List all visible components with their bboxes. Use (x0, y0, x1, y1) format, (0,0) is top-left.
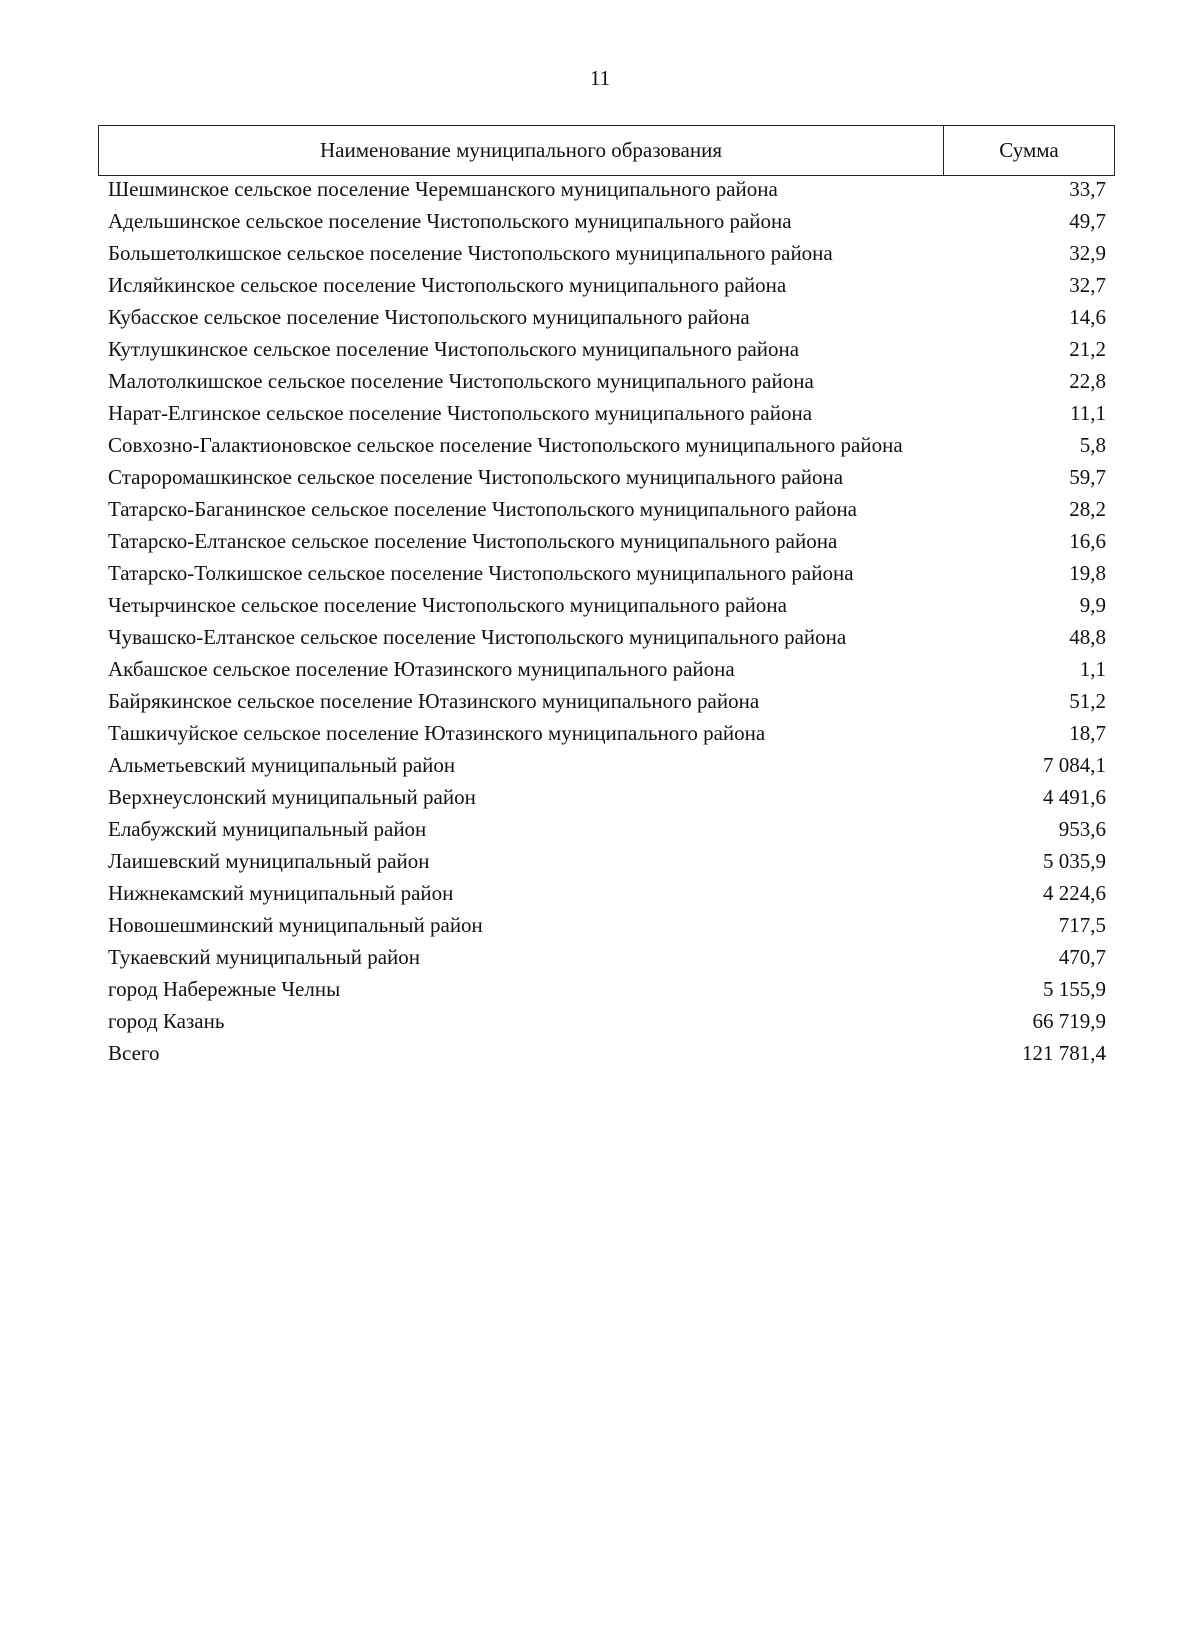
row-sum: 59,7 (1069, 465, 1106, 489)
row-sum: 18,7 (1069, 721, 1106, 745)
table-row (108, 944, 1106, 970)
row-sum: 1,1 (1079, 657, 1106, 681)
table-row (108, 816, 1106, 842)
column-header-name: Наименование муниципального образования (99, 126, 944, 175)
row-sum: 14,6 (1069, 305, 1106, 329)
row-sum: 21,2 (1069, 337, 1106, 361)
table-row (108, 912, 1106, 938)
table-row (108, 336, 1106, 362)
row-name: город Набережные Челны (108, 977, 341, 1001)
table-row (108, 656, 1106, 682)
row-sum: 717,5 (1058, 913, 1106, 937)
table-row (108, 1040, 1106, 1066)
row-name: Нижнекамский муниципальный район (108, 881, 454, 905)
row-name: Татарско-Елтанское сельское поселение Чистопольского муниципального района (108, 529, 838, 553)
row-name: Нарат-Елгинское сельское поселение Чистопольского муниципального района (108, 401, 813, 425)
row-sum: 9,9 (1079, 593, 1106, 617)
row-name: Тукаевский муниципальный район (108, 945, 421, 969)
row-name: Адельшинское сельское поселение Чистопольского муниципального района (108, 209, 792, 233)
table-row (108, 240, 1106, 266)
column-header-sum: Сумма (999, 138, 1059, 162)
table-row (108, 720, 1106, 746)
row-name: Верхнеуслонский муниципальный район (108, 785, 476, 809)
table-row (108, 752, 1106, 778)
row-name: Байрякинское сельское поселение Ютазинского муниципального района (108, 689, 760, 713)
row-name: Малотолкишское сельское поселение Чистопольского муниципального района (108, 369, 814, 393)
row-name: Шешминское сельское поселение Черемшанского муниципального района (108, 177, 778, 201)
row-sum: 16,6 (1069, 529, 1106, 553)
row-sum: 51,2 (1069, 689, 1106, 713)
row-sum: 48,8 (1069, 625, 1106, 649)
row-sum: 22,8 (1069, 369, 1106, 393)
table-header (98, 125, 1115, 176)
table-row (108, 496, 1106, 522)
row-name: Староромашкинское сельское поселение Чистопольского муниципального района (108, 465, 844, 489)
row-name: Чувашско-Елтанское сельское поселение Чистопольского муниципального района (108, 625, 847, 649)
row-sum: 32,7 (1069, 273, 1106, 297)
row-name: Елабужский муниципальный район (108, 817, 427, 841)
row-name: Акбашское сельское поселение Ютазинского муниципального района (108, 657, 735, 681)
row-name: Татарско-Баганинское сельское поселение Чистопольского муниципального района (108, 497, 858, 521)
row-sum: 49,7 (1069, 209, 1106, 233)
table-row (108, 400, 1106, 426)
row-sum: 11,1 (1070, 401, 1106, 425)
row-name: Кутлушкинское сельское поселение Чистопольского муниципального района (108, 337, 800, 361)
row-sum: 953,6 (1058, 817, 1106, 841)
table-row (108, 304, 1106, 330)
table-row (108, 368, 1106, 394)
row-name: Альметьевский муниципальный район (108, 753, 456, 777)
row-sum: 121 781,4 (1022, 1041, 1106, 1065)
table-row (108, 592, 1106, 618)
row-name: Совхозно-Галактионовское сельское поселение Чистопольского муниципального района (108, 433, 903, 457)
table-row (108, 176, 1106, 202)
page-number: 11 (589, 66, 611, 90)
table-row (108, 208, 1106, 234)
row-sum: 33,7 (1069, 177, 1106, 201)
row-name: Ташкичуйское сельское поселение Ютазинского муниципального района (108, 721, 766, 745)
row-name: город Казань (108, 1009, 225, 1033)
table-row (108, 1008, 1106, 1034)
table-row (108, 528, 1106, 554)
table-row (108, 432, 1106, 458)
row-name: Татарско-Толкишское сельское поселение Чистопольского муниципального района (108, 561, 854, 585)
row-sum: 5 035,9 (1043, 849, 1106, 873)
row-sum: 5,8 (1079, 433, 1106, 457)
row-name: Новошешминский муниципальный район (108, 913, 483, 937)
table-row (108, 784, 1106, 810)
table-row (108, 688, 1106, 714)
table-row (108, 880, 1106, 906)
row-sum: 28,2 (1069, 497, 1106, 521)
row-name: Четырчинское сельское поселение Чистопольского муниципального района (108, 593, 787, 617)
table-row (108, 272, 1106, 298)
row-sum: 19,8 (1069, 561, 1106, 585)
row-name: Лаишевский муниципальный район (108, 849, 430, 873)
row-sum: 4 491,6 (1043, 785, 1106, 809)
row-name: Большетолкишское сельское поселение Чистопольского муниципального района (108, 241, 833, 265)
row-name: Всего (108, 1041, 160, 1065)
row-sum: 470,7 (1058, 945, 1106, 969)
row-name: Исляйкинское сельское поселение Чистопольского муниципального района (108, 273, 787, 297)
row-name: Кубасское сельское поселение Чистопольского муниципального района (108, 305, 750, 329)
row-sum: 66 719,9 (1032, 1009, 1106, 1033)
table-row (108, 560, 1106, 586)
row-sum: 7 084,1 (1043, 753, 1106, 777)
row-sum: 32,9 (1069, 241, 1106, 265)
table-row (108, 464, 1106, 490)
row-sum: 4 224,6 (1043, 881, 1106, 905)
table-row (108, 624, 1106, 650)
table-body (108, 176, 1106, 1072)
table-row (108, 976, 1106, 1002)
table-row (108, 848, 1106, 874)
row-sum: 5 155,9 (1043, 977, 1106, 1001)
